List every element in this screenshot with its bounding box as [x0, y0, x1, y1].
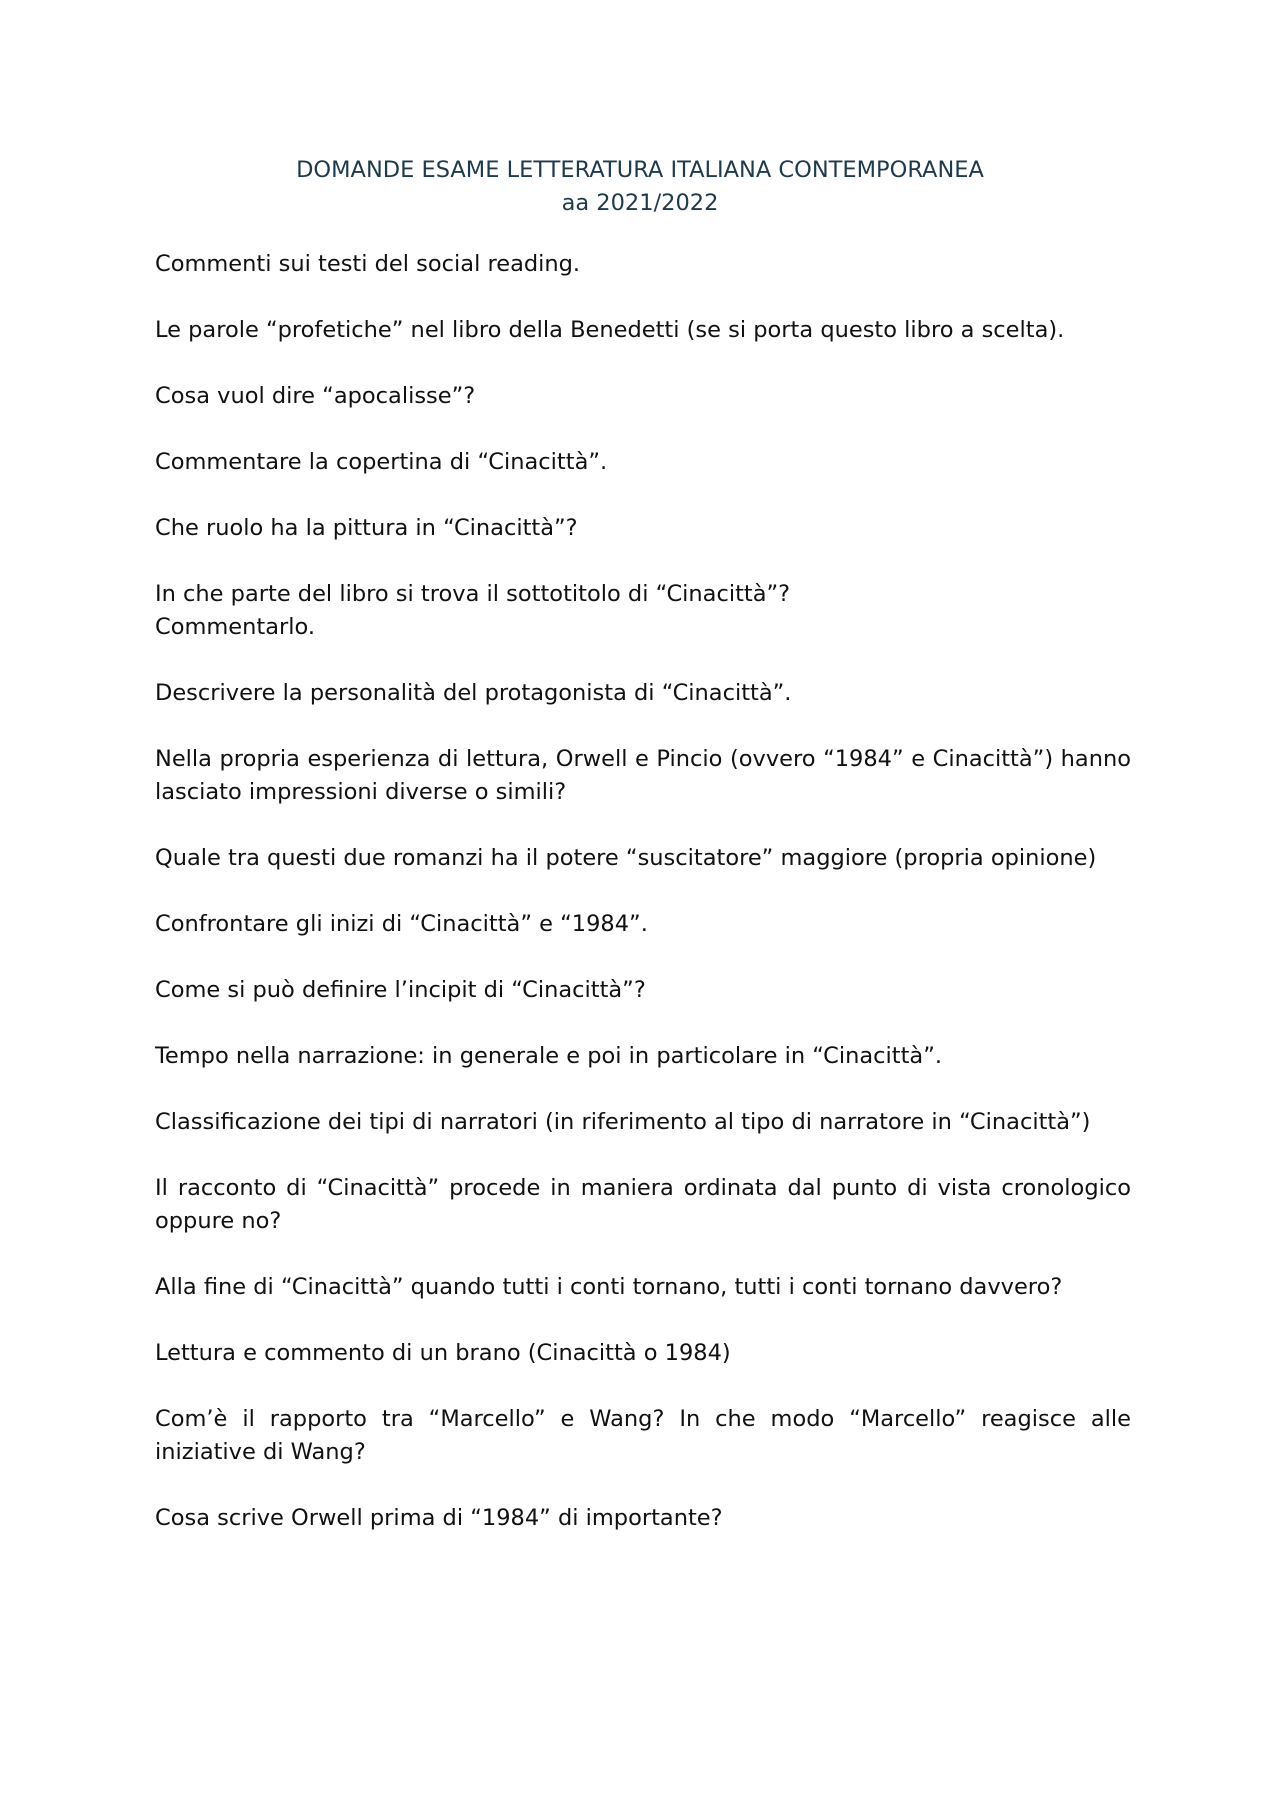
- question-6: In che parte del libro si trova il sottotitolo di “Cinacittà”?: [155, 581, 791, 607]
- question-7: Descrivere la personalità del protagonista di “Cinacittà”.: [155, 680, 792, 706]
- question-9: Quale tra questi due romanzi ha il potere “suscitatore” maggiore (propria opinione): [155, 845, 1097, 871]
- academic-year: aa 2021/2022: [561, 190, 719, 216]
- question-16: Lettura e commento di un brano (Cinacittà o 1984): [155, 1340, 731, 1366]
- question-13: Classificazione dei tipi di narratori (in riferimento al tipo di narratore in “Cinacittà”): [155, 1109, 1091, 1135]
- question-14: Il racconto di “Cinacittà” procede in maniera ordinata dal punto di vista cronologico oppure no?: [155, 1175, 1131, 1234]
- question-15: Alla fine di “Cinacittà” quando tutti i conti tornano, tutti i conti tornano davvero?: [155, 1274, 1063, 1300]
- question-5: Che ruolo ha la pittura in “Cinacittà”?: [155, 515, 578, 541]
- question-8: Nella propria esperienza di lettura, Orwell e Pincio (ovvero “1984” e Cinacittà”) hanno lasciato impressioni diverse o simili?: [155, 746, 1131, 805]
- document-title: DOMANDE ESAME LETTERATURA ITALIANA CONTEMPORANEA: [296, 157, 984, 183]
- question-18: Cosa scrive Orwell prima di “1984” di importante?: [155, 1505, 723, 1531]
- question-1: Commenti sui testi del social reading.: [155, 251, 581, 277]
- question-17: Com’è il rapporto tra “Marcello” e Wang? In che modo “Marcello” reagisce alle iniziative di Wang?: [155, 1406, 1131, 1465]
- question-10: Confrontare gli inizi di “Cinacittà” e “1984”.: [155, 911, 648, 937]
- question-2: Le parole “profetiche” nel libro della Benedetti (se si porta questo libro a scelta).: [155, 317, 1065, 343]
- question-6-followup: Commentarlo.: [155, 614, 316, 640]
- questions-list: [155, 248, 1131, 1535]
- question-11: Come si può definire l’incipit di “Cinacittà”?: [155, 977, 646, 1003]
- question-4: Commentare la copertina di “Cinacittà”.: [155, 449, 608, 475]
- question-3: Cosa vuol dire “apocalisse”?: [155, 383, 476, 409]
- question-12: Tempo nella narrazione: in generale e poi in particolare in “Cinacittà”.: [155, 1043, 943, 1069]
- document-header: [0, 154, 1280, 220]
